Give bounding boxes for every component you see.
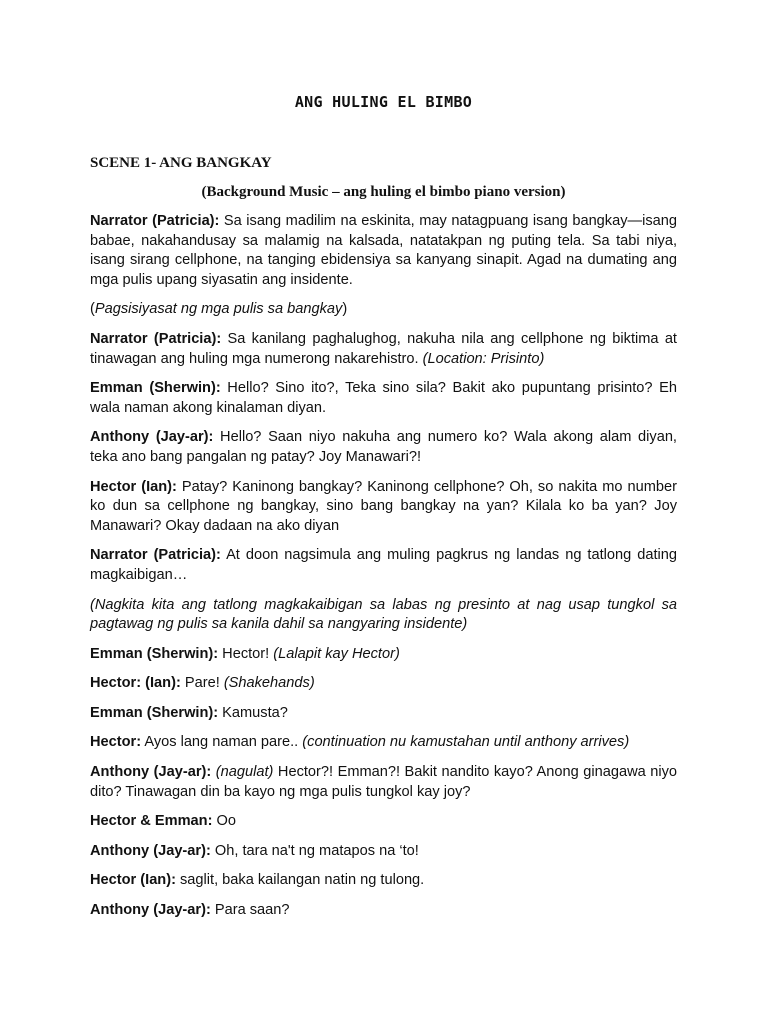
- dialogue-text: Ayos lang naman pare..: [141, 734, 303, 751]
- script-line: [90, 901, 677, 921]
- music-note: (Background Music – ang huling el bimbo piano version): [201, 184, 566, 200]
- speaker-name: Narrator (Patricia):: [90, 330, 222, 347]
- script-line: [90, 674, 677, 694]
- script-line: [90, 871, 677, 891]
- speaker-name: Hector & Emman:: [90, 813, 213, 830]
- speaker-name: Emman (Sherwin):: [90, 380, 221, 397]
- script-line: [90, 704, 677, 724]
- document-title: ANG HULING EL BIMBO: [294, 93, 473, 111]
- paren-open: (: [90, 301, 95, 318]
- script-line: [90, 763, 677, 802]
- speaker-name: Hector (Ian):: [90, 478, 177, 495]
- paren-close: ): [342, 301, 348, 318]
- direction-text: (continuation nu kamustahan until anthony arrives): [302, 734, 630, 751]
- script-line: [90, 212, 677, 290]
- speaker-name: Anthony (Jay-ar):: [90, 902, 211, 919]
- speaker-name: Hector:: [90, 734, 142, 751]
- dialogue-text: Hello? Saan niyo nakuha ang numero ko? Wala akong alam diyan, teka ano bang pangalan ng patay? Joy Manawari?!: [90, 429, 677, 465]
- dialogue-text: Sa kanilang paghalughog, nakuha nila ang cellphone ng biktima at tinawagan ang huling mga numerong nakarehistro.: [90, 330, 677, 367]
- dialogue-text: Para saan?: [210, 902, 290, 919]
- speaker-name: Anthony (Jay-ar):: [90, 429, 214, 446]
- script-line: [90, 733, 677, 753]
- direction-text: Pagsisiyasat ng mga pulis sa bangkay: [94, 301, 343, 318]
- dialogue-text: saglit, baka kailangan natin ng tulong.: [175, 872, 425, 889]
- script-line: [90, 379, 677, 418]
- speaker-name: Hector (Ian):: [90, 872, 176, 889]
- speaker-name: Emman (Sherwin):: [90, 645, 219, 662]
- speaker-name: Hector: (Ian):: [90, 675, 181, 692]
- stage-direction: [90, 596, 677, 635]
- dialogue-text: Hector!: [218, 645, 274, 662]
- script-line: [90, 645, 677, 665]
- script-line: [90, 842, 677, 862]
- script-body: [90, 212, 677, 931]
- dialogue-text: At doon nagsimula ang muling pagkrus ng landas ng tatlong dating magkaibigan…: [90, 547, 677, 583]
- direction-text: (Lalapit kay Hector): [273, 645, 400, 662]
- dialogue-text: Oh, tara na't ng matapos na ‘to!: [210, 842, 419, 859]
- script-line: [90, 812, 677, 832]
- speaker-name: Narrator (Patricia):: [90, 213, 220, 229]
- dialogue-text: Hector?! Emman?! Bakit nandito kayo? Anong ginagawa niyo dito? Tinawagan din ba kayo ng mga pulis tungkol kay joy?: [90, 764, 678, 800]
- speaker-name: Anthony (Jay-ar):: [90, 842, 211, 859]
- speaker-name: Narrator (Patricia):: [90, 547, 221, 564]
- script-line: [90, 478, 677, 537]
- speaker-name: Emman (Sherwin):: [90, 704, 219, 721]
- scene-heading: SCENE 1- ANG BANGKAY: [90, 155, 272, 171]
- direction-text: (nagulat): [215, 764, 274, 781]
- direction-text: (Shakehands): [223, 675, 315, 692]
- speaker-name: Anthony (Jay-ar):: [90, 764, 212, 781]
- dialogue-text: Kamusta?: [218, 704, 288, 721]
- dialogue-text: Oo: [212, 813, 236, 830]
- script-line: [90, 330, 677, 369]
- script-line: [90, 546, 677, 585]
- stage-direction: [90, 300, 677, 320]
- direction-text: (Location: Prisinto): [422, 350, 545, 367]
- dialogue-text: Sa isang madilim na eskinita, may natagpuang isang bangkay—isang babae, nakahandusay sa malamig na kalsada, natatakpan ng puting tela. Sa tabi niya, isang sirang cellphone, na tanging ebidensiya sa kanyang sinapit. Agad na dumating ang mga pulis upang siyasatin ang insidente.: [90, 213, 677, 288]
- dialogue-text: Patay? Kaninong bangkay? Kaninong cellphone? Oh, so nakita mo number ko dun sa cellphone ng bangkay, sino bang bangkay na yan? Kilala ko ba yan? Joy Manawari? Okay dadaan na ako diyan: [90, 478, 677, 534]
- script-line: [90, 428, 677, 467]
- dialogue-text: Pare!: [180, 675, 224, 692]
- dialogue-text: Hello? Sino ito?, Teka sino sila? Bakit ako pupuntang prisinto? Eh wala naman akong kinalaman diyan.: [90, 380, 677, 416]
- direction-text: (Nagkita kita ang tatlong magkakaibigan sa labas ng presinto at nag usap tungkol sa pagtawag ng pulis sa kanila dahil sa nangyaring insidente): [90, 596, 677, 633]
